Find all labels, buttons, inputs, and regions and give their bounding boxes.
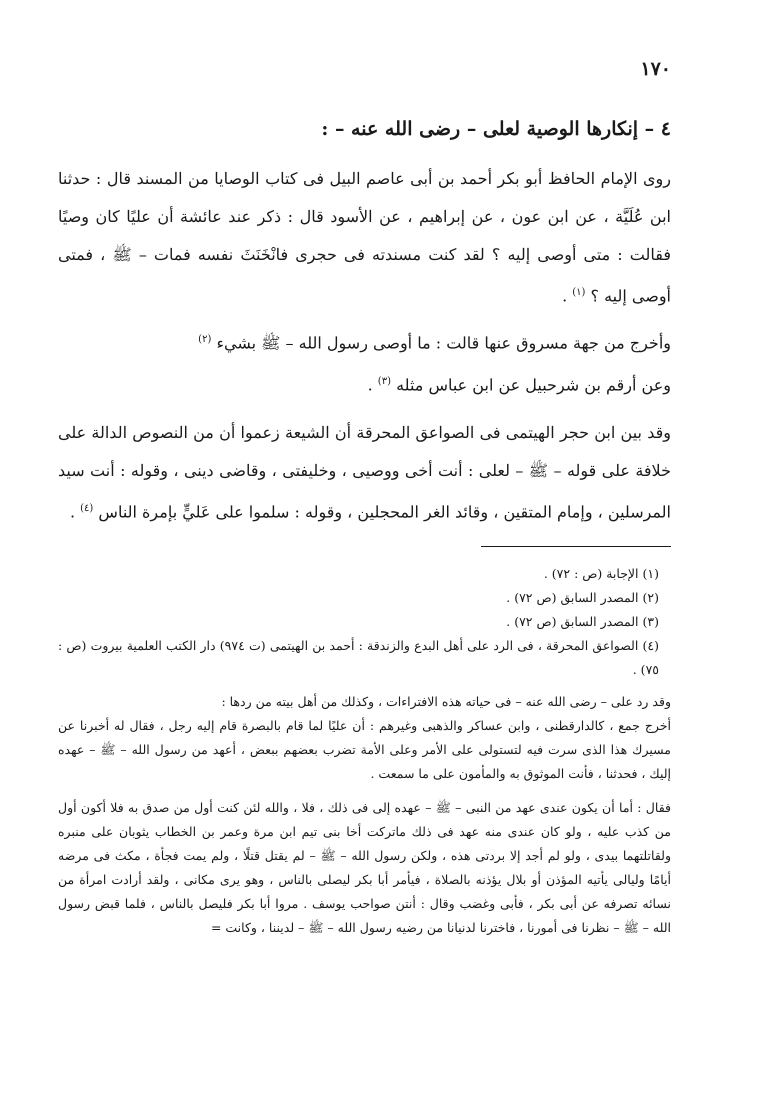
footnote-item: (٤) الصواعق المحرقة ، فى الرد على أهل البدع والزندقة : أحمد بن الهيتمى (ت ٩٧٤) دار الكتب العلمية بيروت (ص : ٧٥) . xyxy=(58,638,660,677)
footnotes xyxy=(58,562,671,940)
footnote-ref: (١) xyxy=(572,287,586,298)
commentary-paragraph: فقال : أما أن يكون عندى عهد من النبى – ﷺ – عهده إلى فى ذلك ، فلا ، والله لئن كنت أول من صدق به فلا أكون أول من كذب عليه ، ولو كان عندى منه عهد فى ذلك ماتركت أخا بنى تيم ابن مرة وعمر بن الخطاب يثوبان على منبره ولقاتلتهما بيدى ، ولو لم أجد إلا بردتى هذه ، ولكن رسول الله – ﷺ – لم يقتل قتلًا ، ولم يمت فجأة ، مكث فى مرضه أيامًا وليالى يأتيه المؤذن أو بلال يؤذنه بالصلاة ، فيأمر أبا بكر ليصلى بالناس ، وهو يرى مكانى ، ولقد أرادت امرأة من نسائه تصرفه عن أبى بكر ، فأبى وغضب وقال : أنتن صواحب يوسف . مروا أبا بكر فليصل بالناس ، فلما قبض رسول الله – ﷺ – نظرنا فى أمورنا ، فاخترنا لدنيانا من رضيه رسول الله – ﷺ – لديننا ، وكانت = xyxy=(58,800,671,935)
body-paragraph: وأخرج من جهة مسروق عنها قالت : ما أوصى رسول الله – ﷺ بشيء $^{(٢)}$ xyxy=(198,333,671,353)
footnote-ref: (٢) xyxy=(198,334,212,346)
body-paragraph: وقد بين ابن حجر الهيتمى فى الصواعق المحرقة أن الشيعة زعموا أن من النصوص الدالة على خلافة على قوله – ﷺ – لعلى : أنت أخى ووصيى ، وخليفتى ، وقاضى دينى ، وقوله : أنت سيد المرسلين ، وإمام المتقين ، وقائد الغر المحجلين ، وقوله : سلموا على عَليٍّ بإمرة الناس $^{(٤)}$ . xyxy=(58,422,671,522)
body-paragraph: روى الإمام الحافظ أبو بكر أحمد بن أبى عاصم البيل فى كتاب الوصايا من المسند قال : حدثنا ابن عُلَيَّة ، عن ابن عون ، عن إبراهيم ، عن الأسود قال : ذكر عند عائشة أن عليًا كان وصيًا فقالت : متى أوصى إليه ؟ لقد كنت مسندته فى حجرى فانْخَنَثَ نفسه فمات – ﷺ ، فمتى أوصى إليه ؟ $^{(١)}$ . xyxy=(58,169,671,306)
commentary-paragraph: وقد رد على – رضى الله عنه – فى حياته هذه الافتراءات ، وكذلك من أهل بيته من ردها : xyxy=(221,694,671,709)
commentary-paragraph: أخرج جمع ، كالدارقطنى ، وابن عساكر والذهبى وغيرهم : أن عليًا لما قام بالبصرة قام إليه رجل ، فقال له أخبرنا عن مسيرك هذا الذى سرت فيه لتستولى على الأمر وعلى الأمة تضرب بعضهم ببعض ، أعهد من رسول الله – ﷺ – عهده إليك ، فحدثنا ، فأنت الموثوق به والمأمون على ما سمعت . xyxy=(58,718,671,781)
footnote-item: (١) الإجابة (ص : ٧٢) . xyxy=(543,566,659,581)
footnote-ref: (٤) xyxy=(80,502,94,514)
footnote-item: (٣) المصدر السابق (ص ٧٢) . xyxy=(506,614,659,629)
section-heading: ٤ – إنكارها الوصية لعلى – رضى الله عنه – : xyxy=(321,118,671,140)
footnote-item: (٢) المصدر السابق (ص ٧٢) . xyxy=(506,590,659,605)
page-number: ١٧٠ xyxy=(640,58,671,80)
main-text xyxy=(58,160,671,531)
body-paragraph: وعن أرقم بن شرحبيل عن ابن عباس مثله $^{(٣)}$ . xyxy=(367,374,671,394)
footnote-ref: (٣) xyxy=(377,375,391,387)
footnote-divider xyxy=(481,546,671,547)
